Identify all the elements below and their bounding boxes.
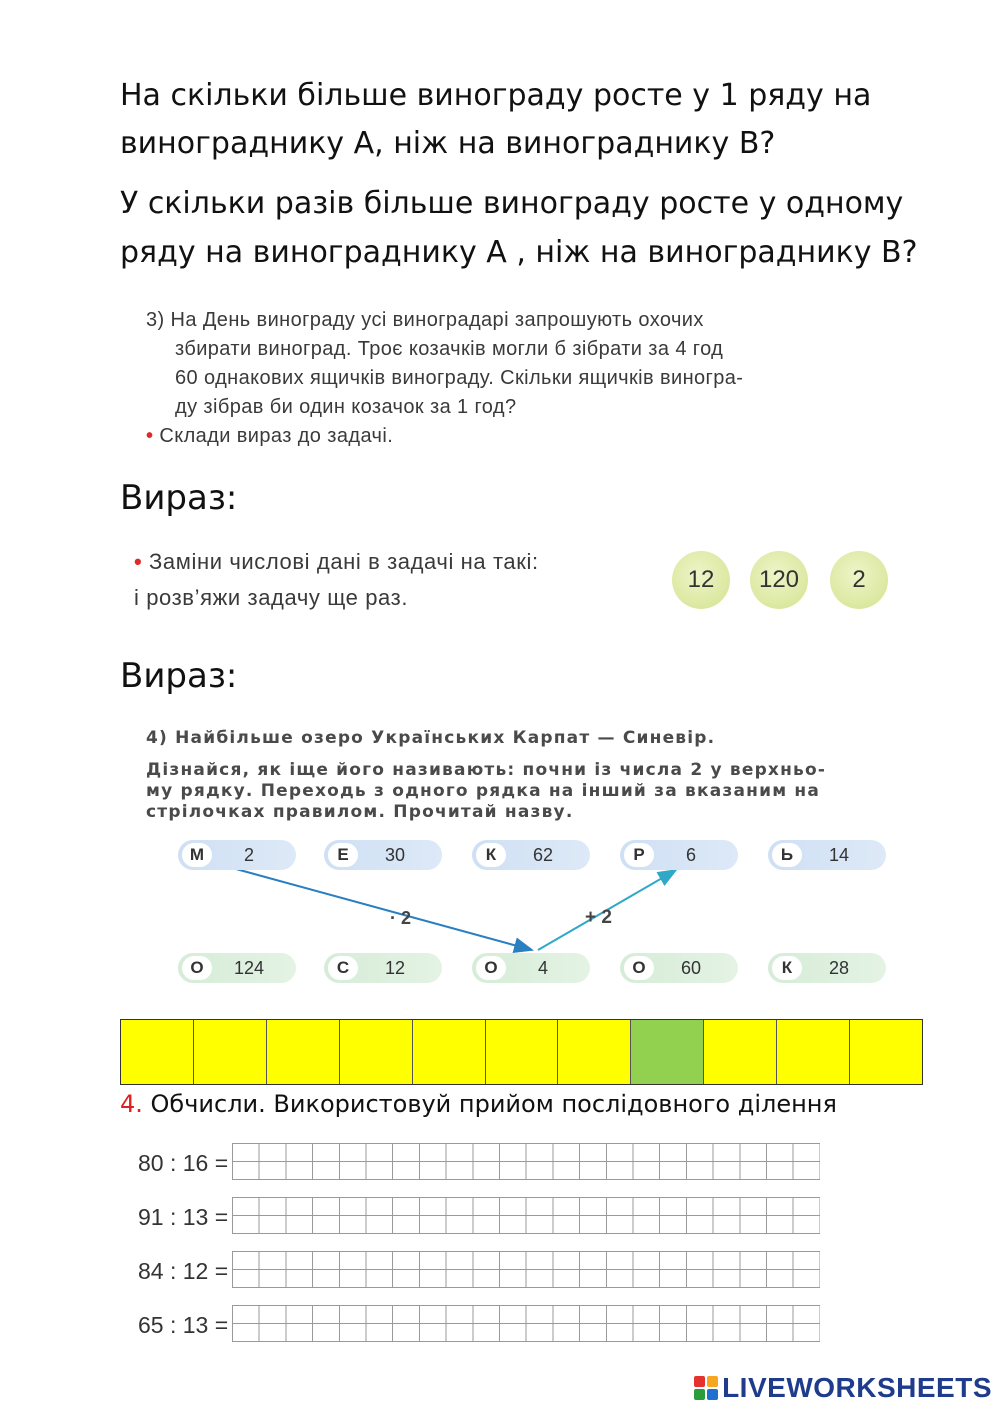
pill-letter: К (476, 843, 506, 867)
task-3-line-2: збирати виноград. Троє козачків могли б зібрати за 4 год (175, 338, 724, 360)
expression-label-1: Вираз: (120, 478, 238, 518)
task-4-desc-line-2: му рядку. Переходь з одного рядка на інший за вказаним на (146, 781, 821, 801)
question-1-line-2: винограднику А, ніж на винограднику В? (120, 126, 776, 161)
letter-pill (620, 953, 738, 983)
pill-number: 28 (828, 957, 850, 978)
letter-pill (768, 840, 886, 870)
pill-number: 6 (685, 844, 696, 865)
arrow-rule-multiply: · 2 (390, 908, 412, 928)
question-1-line-1: На скільки більше винограду росте у 1 ряду на (120, 78, 872, 113)
pill-letter: М (182, 843, 212, 867)
expression-1: 80 : 16 = (138, 1150, 229, 1176)
pill-letter: С (328, 956, 358, 980)
pill-number: 14 (828, 844, 850, 865)
task-5-heading (120, 1090, 837, 1118)
replace-line-2: і розв’яжи задачу ще раз. (134, 585, 409, 610)
number-circle: 12 (672, 551, 730, 609)
pill-letter: О (624, 956, 654, 980)
pill-number: 62 (532, 844, 554, 865)
brand-name: LIVEWORKSHEETS (722, 1372, 992, 1403)
task-4-title: 4) Найбільше озеро Українських Карпат — Синевір. (146, 728, 716, 748)
pill-number: 4 (537, 957, 548, 978)
letter-pill (324, 953, 442, 983)
answer-cell-11[interactable] (850, 1020, 922, 1084)
pill-letter: О (476, 956, 506, 980)
expression-3: 84 : 12 = (138, 1258, 229, 1284)
bullet-icon: • (146, 425, 154, 447)
pill-letter: Р (624, 843, 654, 867)
expression-4: 65 : 13 = (138, 1312, 229, 1338)
task-5-number: 4. (120, 1090, 143, 1118)
answer-cell-3[interactable] (267, 1020, 340, 1084)
pill-number: 30 (384, 844, 406, 865)
answer-cell-7[interactable] (558, 1020, 631, 1084)
task-3-instruction: Склади вираз до задачі. (159, 425, 394, 447)
question-2-line-2: ряду на винограднику А , ніж на винограднику В? (120, 235, 918, 270)
expression-label-2: Вираз: (120, 656, 238, 696)
pill-number: 12 (384, 957, 406, 978)
question-2-line-1: У скільки разів більше винограду росте у одному (120, 186, 904, 221)
pill-number: 60 (680, 957, 702, 978)
answer-cell-9[interactable] (704, 1020, 777, 1084)
pill-letter: О (182, 956, 212, 980)
letter-pill (324, 840, 442, 870)
answer-cell-4[interactable] (340, 1020, 413, 1084)
letter-pill (472, 840, 590, 870)
task-4-desc-line-1: Дізнайся, як іще його називають: почни із числа 2 у верхньо- (146, 760, 827, 780)
letter-pill (620, 840, 738, 870)
task-4-desc-line-3: стрілочках правилом. Прочитай назву. (146, 802, 574, 822)
task-3-line-4: ду зібрав би один козачок за 1 год? (175, 396, 517, 418)
expression-2: 91 : 13 = (138, 1204, 229, 1230)
pill-letter: К (772, 956, 802, 980)
arrow-rule-add: + 2 (585, 907, 612, 928)
answer-grid-1[interactable] (232, 1143, 820, 1180)
pill-letter: Е (328, 843, 358, 867)
pill-number: 124 (233, 957, 265, 978)
bullet-icon: • (134, 549, 143, 574)
answer-cell-6[interactable] (486, 1020, 559, 1084)
letter-pill (768, 953, 886, 983)
answer-grid-3[interactable] (232, 1251, 820, 1288)
letter-pill (178, 953, 296, 983)
logo-icon (694, 1376, 718, 1400)
answer-cell-5[interactable] (413, 1020, 486, 1084)
answer-cell-1[interactable] (121, 1020, 194, 1084)
pill-letter: Ь (772, 843, 802, 867)
pill-number: 2 (243, 844, 254, 865)
number-circle: 120 (750, 551, 808, 609)
task-5-text: Обчисли. Використовуй прийом послідовного ділення (142, 1090, 837, 1118)
answer-cell-2[interactable] (194, 1020, 267, 1084)
replace-line-1: Заміни числові дані в задачі на такі: (149, 549, 539, 574)
answer-grid-4[interactable] (232, 1305, 820, 1342)
letter-pill (178, 840, 296, 870)
answer-cell-8[interactable] (631, 1020, 704, 1084)
arrow-multiply (236, 869, 532, 950)
answer-cell-10[interactable] (777, 1020, 850, 1084)
number-circle: 2 (830, 551, 888, 609)
letter-pill (472, 953, 590, 983)
liveworksheets-logo (694, 1372, 992, 1404)
answer-grid-2[interactable] (232, 1197, 820, 1234)
task-3-line-1: 3) На День винограду усі виноградарі запрошують охочих (146, 309, 704, 331)
answer-cells-row (120, 1019, 923, 1085)
task-3-line-3: 60 однакових ящичків винограду. Скільки ящичків виногра- (175, 367, 744, 389)
